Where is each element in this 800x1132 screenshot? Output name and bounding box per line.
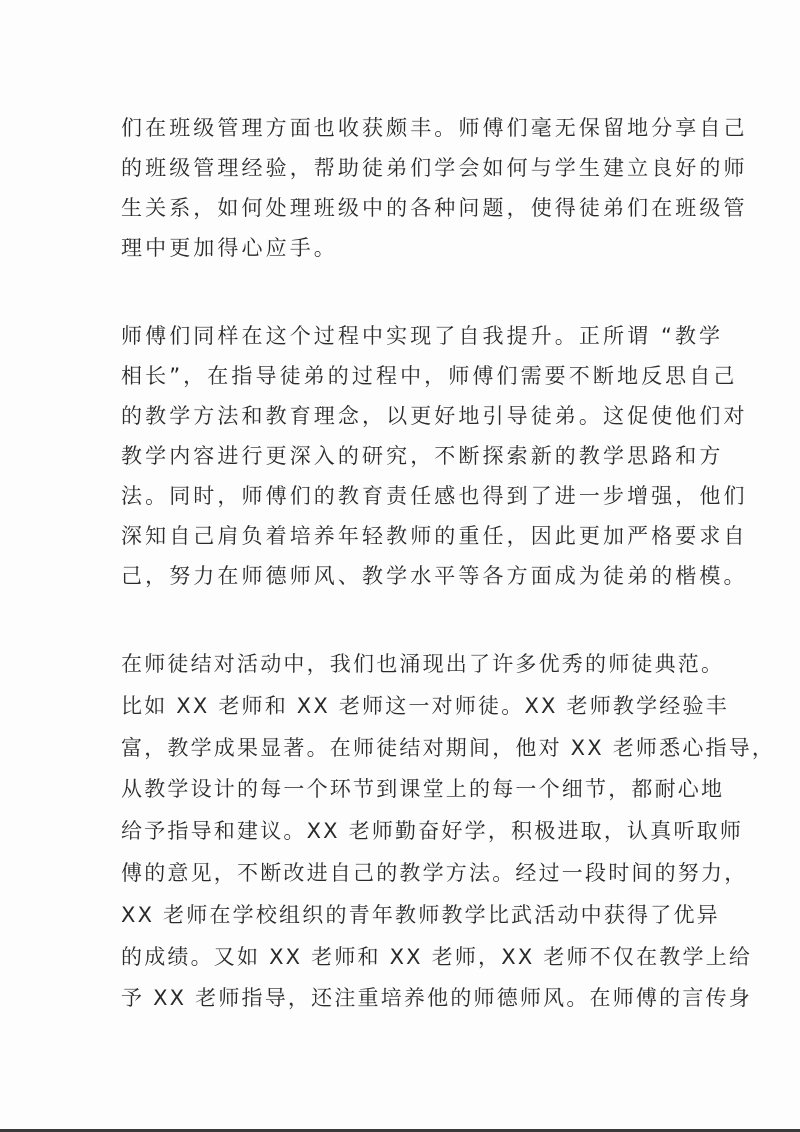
- text-line: 在师徒结对活动中，我们也涌现出了许多优秀的师徒典范。: [121, 652, 725, 676]
- text-line: 师傅们同样在这个过程中实现了自我提升。正所谓 “教学: [121, 324, 724, 348]
- text-line: 深知自己肩负着培养年轻教师的重任，因此更加严格要求自: [121, 524, 748, 548]
- text-line: 富，教学成果显著。在师徒结对期间，他对 XX 老师悉心指导，: [121, 735, 776, 760]
- text-line: 己，努力在师德师风、教学水平等各方面成为徒弟的楷模。: [121, 564, 748, 588]
- paragraph-mentor-growth: [121, 316, 748, 596]
- text-line: 傅的意见，不断改进自己的教学方法。经过一段时间的努力，: [121, 860, 748, 885]
- paragraph-class-management: [121, 108, 748, 268]
- text-line: 法。同时，师傅们的教育责任感也得到了进一步增强，他们: [121, 484, 748, 508]
- text-line: 予 XX 老师指导，还注重培养他的师德师风。在师傅的言传身: [121, 986, 752, 1011]
- text-line: 教学内容进行更深入的研究，不断探索新的教学思路和方: [121, 444, 724, 468]
- text-line: 的教学方法和教育理念，以更好地引导徒弟。这促使他们对: [121, 404, 748, 428]
- text-line: 们在班级管理方面也收获颇丰。师傅们毫无保留地分享自己: [121, 116, 748, 140]
- text-line: 从教学设计的每一个环节到课堂上的每一个细节，都耐心地: [121, 777, 725, 802]
- text-line: 生关系，如何处理班级中的各种问题，使得徒弟们在班级管: [121, 196, 748, 220]
- paragraph-exemplary-pairs: [121, 644, 776, 1020]
- text-line: 的班级管理经验，帮助徒弟们学会如何与学生建立良好的师: [121, 156, 748, 180]
- text-line: 理中更加得心应手。: [121, 236, 338, 260]
- text-line: 相长”，在指导徒弟的过程中，师傅们需要不断地反思自己: [121, 364, 738, 388]
- text-line: 比如 XX 老师和 XX 老师这一对师徒。XX 老师教学经验丰: [121, 693, 729, 718]
- document-body: [121, 108, 776, 1020]
- text-line: 的成绩。又如 XX 老师和 XX 老师，XX 老师不仅在教学上给: [121, 944, 753, 969]
- text-line: XX 老师在学校组织的青年教师教学比武活动中获得了优异: [121, 902, 720, 927]
- text-line: 给予指导和建议。XX 老师勤奋好学，积极进取，认真听取师: [121, 819, 744, 844]
